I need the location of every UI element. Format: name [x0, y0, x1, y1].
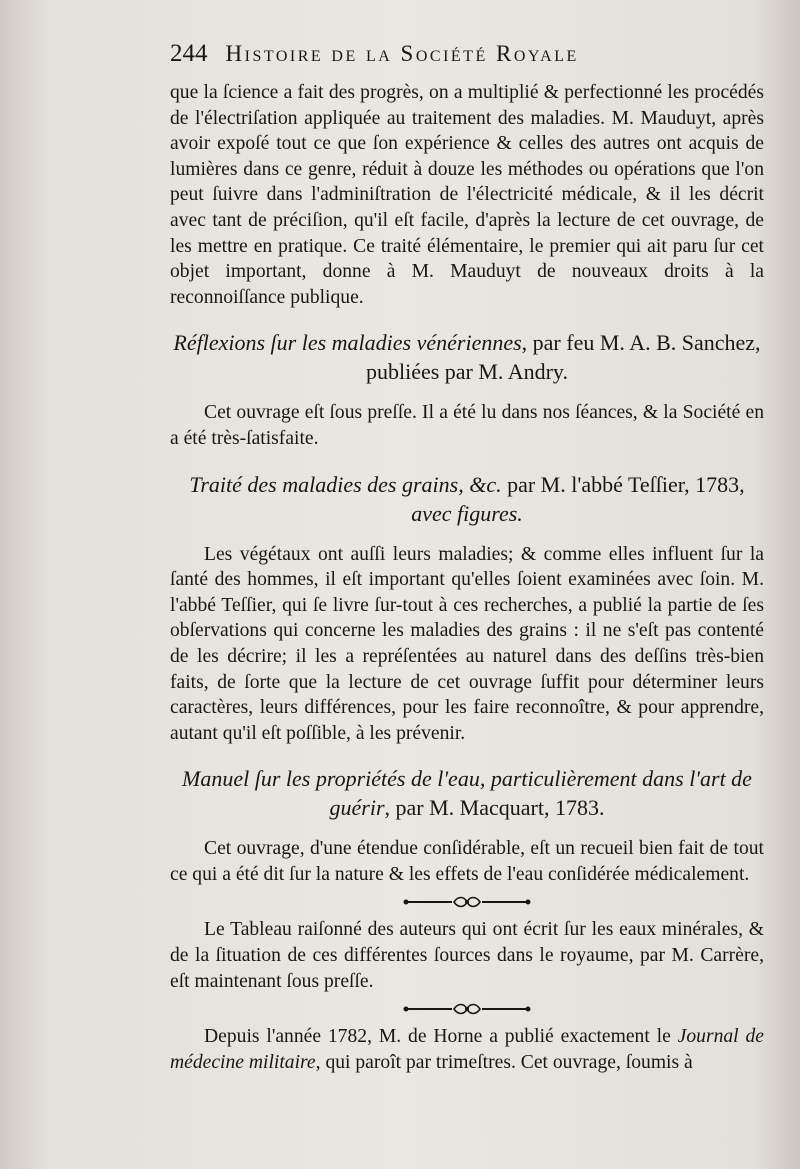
ornament-divider-1 [170, 887, 764, 917]
entry-title-grains-italic: Traité des maladies des grains, &c. [189, 471, 502, 497]
entry-title-grains-end: avec figures. [411, 500, 523, 526]
entry-body-venereal: Cet ouvrage eſt ſous preſſe. Il a été lu dans nos ſéances, & la Société en a été très-ſatisfaite. [170, 402, 764, 449]
paragraph-horne [170, 1024, 764, 1075]
journal-title: Journal de médecine militaire [170, 1026, 764, 1073]
entry-title-grains [170, 470, 764, 528]
entry-title-venereal [170, 328, 764, 386]
paragraph-tableau: Le Tableau raiſonné des auteurs qui ont écrit ſur les eaux minérales, & de la ſituation de ces différentes ſources dans le royaume, par M. Carrère, eſt maintenant ſous preſſe. [170, 919, 764, 992]
horne-start: Depuis l'année 1782, M. de Horne a publié exactement le [204, 1026, 678, 1048]
ornament-divider-2 [170, 994, 764, 1024]
running-title: Histoire de la Société Royale [225, 41, 579, 66]
entry-title-venereal-rest: , par feu M. A. B. Sanchez, publiées par M. Andry. [365, 330, 761, 385]
entry-body-grains: Les végétaux ont auſſi leurs maladies; & comme elles influent ſur la ſanté des hommes, il eſt important qu'elles ſoient examinées avec ſoin. M. l'abbé Teſſier, qui ſe livre ſur-tout à ces recherches, a publié la partie de ſes obſervations qui concerne les maladies des grains : il ne s'eſt pas contenté de les décrire; il les a repréſentées au naturel dans des deſſins très-bien faits, de ſorte que la lecture de cet ouvrage ſuffit pour déterminer leurs caractères, leurs différences, pour les faire reconnoître, & pour apprendre, autant qu'il eſt poſſible, à les prévenir. [170, 543, 764, 744]
entry-body-water: Cet ouvrage, d'une étendue conſidérable, eſt un recueil bien fait de tout ce qui a été dit ſur la nature & les effets de l'eau conſidérée médicalement. [170, 838, 764, 885]
paragraph-electricity: que la ſcience a fait des progrès, on a multiplié & perfectionné les procédés de l'électriſation appliquée au traitement des maladies. M. Mauduyt, après avoir expoſé tout ce que ſon expérience & celles des autres ont acquis de lumières dans ce genre, réduit à douze les méthodes ou opérations que l'on peut ſuivre dans l'adminiſtration de l'électricité médicale, & il les décrit avec tant de préciſion, qu'il eſt facile, d'après la lecture de cet ouvrage, de les mettre en pratique. Ce traité élémentaire, le premier qui ait paru ſur cet objet important, donne à M. Mauduyt de nouveaux droits à la reconnoiſſance publique. [170, 82, 764, 308]
horne-end: , qui paroît par trimeſtres. Cet ouvrage, ſoumis à [315, 1051, 693, 1073]
page-content [170, 40, 764, 1075]
running-head [170, 40, 764, 80]
entry-title-water-rest: , par M. Macquart, 1783. [384, 795, 605, 821]
page-number: 244 [170, 40, 208, 67]
entry-title-water [170, 764, 764, 822]
entry-title-grains-mid: par M. l'abbé Teſſier, 1783, [501, 471, 745, 497]
entry-title-venereal-italic: Réflexions ſur les maladies vénériennes [173, 330, 522, 356]
entry-title-water-italic: Manuel ſur les propriétés de l'eau, particulièrement dans l'art de guérir [182, 766, 752, 821]
